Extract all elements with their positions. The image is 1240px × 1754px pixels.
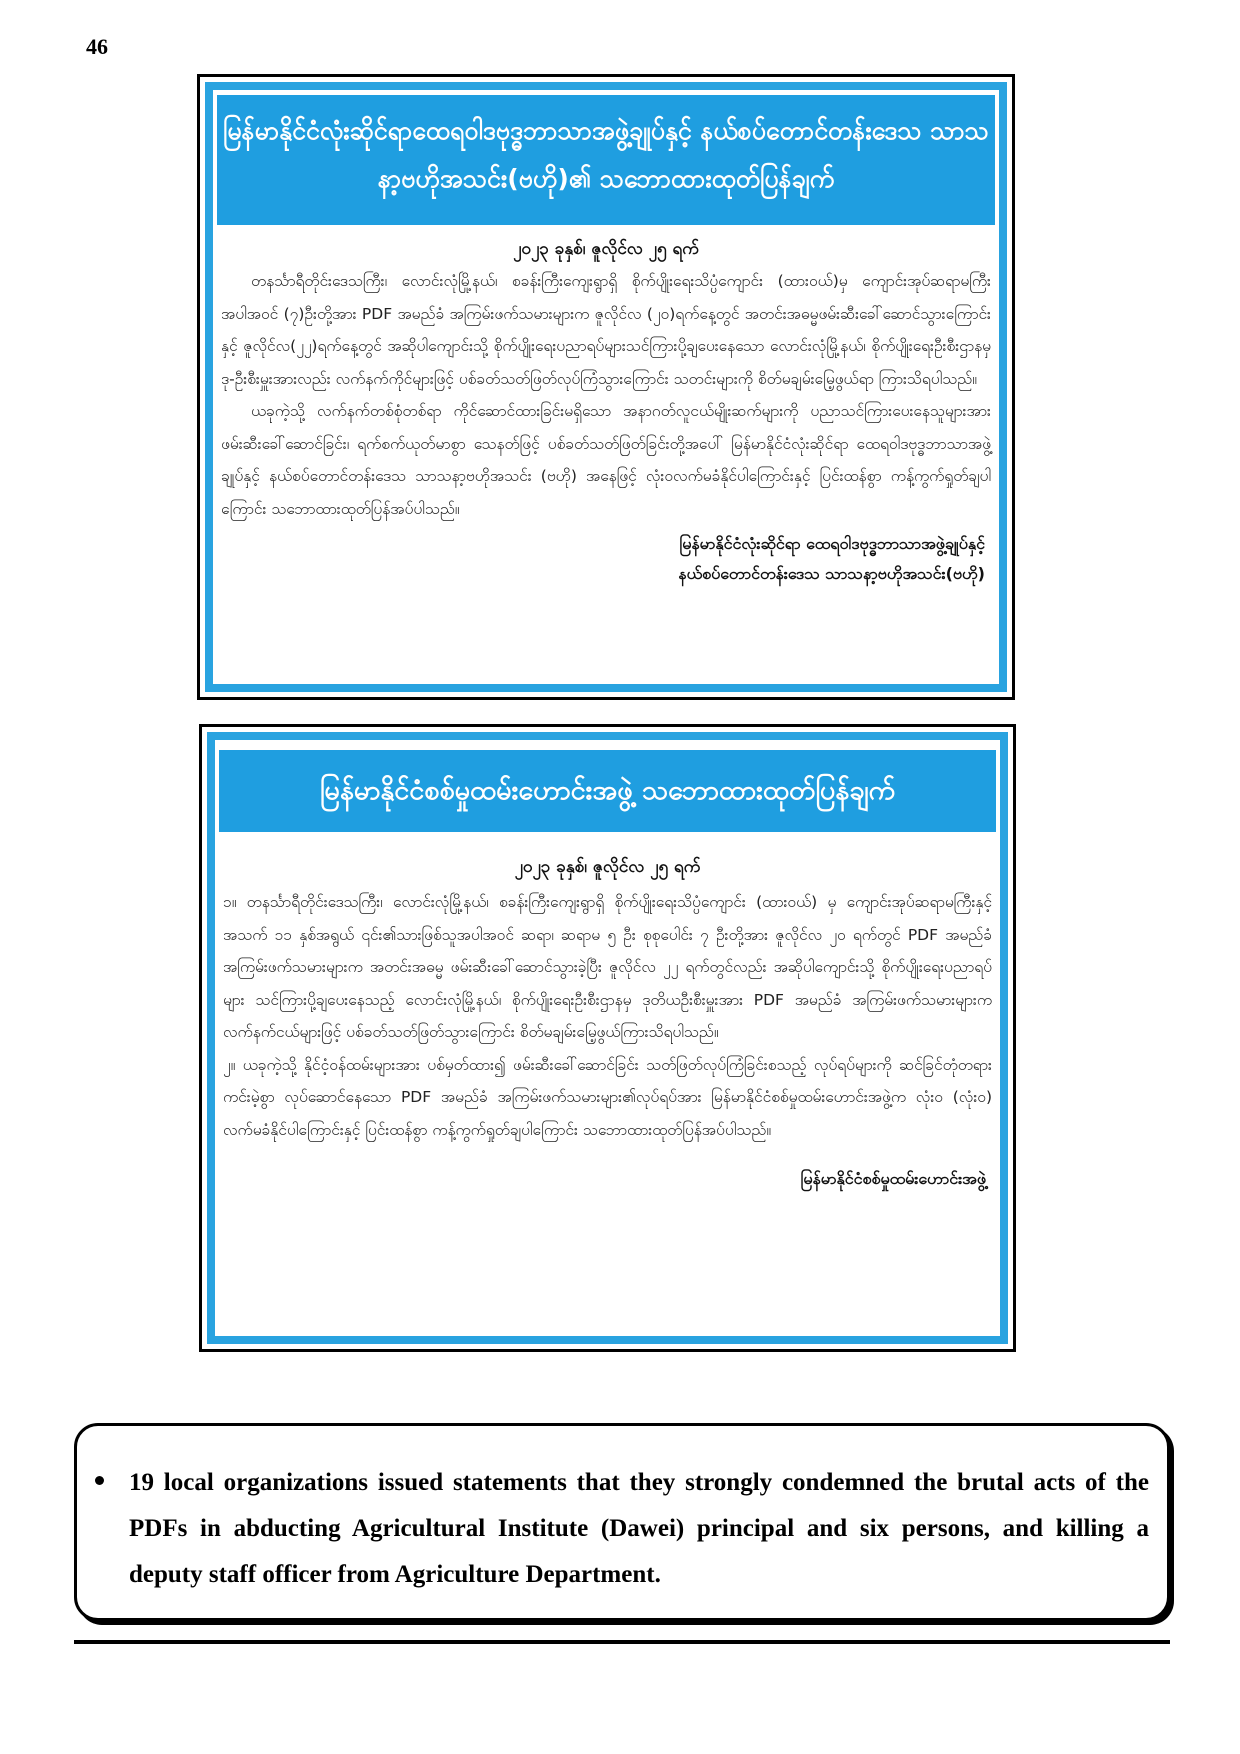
footer-rule: [74, 1640, 1170, 1644]
summary-box: [74, 1423, 1170, 1621]
statement-date: ၂၀၂၃ ခုနှစ်၊ ဇူလိုင်လ ၂၅ ရက်: [513, 239, 699, 259]
statement-clipping-1: [197, 74, 1015, 700]
statement-frame: [207, 732, 1008, 1344]
statement-body: [213, 265, 999, 525]
page-number: 46: [86, 34, 108, 59]
statement-title: မြန်မာနိုင်ငံစစ်မှုထမ်းဟောင်းအဖွဲ့ သဘောထားထုတ်ပြန်ချက်: [219, 750, 996, 832]
statement-signature: [213, 529, 999, 589]
signature-line: နယ်စပ်တောင်တန်းဒေသ သာသနာ့ဗဟိုအသင်း(ဗဟို): [678, 564, 985, 583]
statement-paragraph: ၁။ တနင်္သာရီတိုင်းဒေသကြီး၊ လောင်းလုံမြို့နယ်၊ စခန်းကြီးကျေးရွာရှိ စိုက်ပျိုးရေးသိပ္ပံကျောင်း (ထားဝယ်) မှ ကျောင်းအုပ်ဆရာမကြီးနှင့် အသက် ၁၁ နှစ်အရွယ် ၎င်း၏သားဖြစ်သူအပါအဝင် ဆရာ၊ ဆရာမ ၅ ဦး စုစုပေါင်း ၇ ဦးတို့အား ဇူလိုင်လ ၂၀ ရက်တွင် PDF အမည်ခံ အကြမ်းဖက်သမားများက အတင်းအဓမ္မ ဖမ်းဆီးခေါ်ဆောင်သွားခဲ့ပြီး ဇူလိုင်လ ၂၂ ရက်တွင်လည်း အဆိုပါကျောင်းသို့ စိုက်ပျိုးရေးပညာရပ်များ သင်ကြားပို့ချပေးနေသည့် လောင်းလုံမြို့နယ်၊ စိုက်ပျိုးရေးဦးစီးဌာနမှ ဒုတိယဦးစီးမှူးအား PDF အမည်ခံ အကြမ်းဖက်သမားများက လက်နက်ငယ်များဖြင့် ပစ်ခတ်သတ်ဖြတ်သွားကြောင်း စိတ်မချမ်းမြေ့ဖွယ်ကြားသိရပါသည်။: [223, 893, 992, 1041]
statement-frame: [205, 82, 1007, 692]
statement-paragraph: ယခုကဲ့သို့ လက်နက်တစ်စုံတစ်ရာ ကိုင်ဆောင်ထားခြင်းမရှိသော အနာဂတ်လူငယ်မျိုးဆက်များကို ပညာသင်ကြားပေးနေသူများအား ဖမ်းဆီးခေါ်ဆောင်ခြင်း၊ ရက်စက်ယုတ်မာစွာ သေနတ်ဖြင့် ပစ်ခတ်သတ်ဖြတ်ခြင်းတို့အပေါ် မြန်မာနိုင်ငံလုံးဆိုင်ရာ ထေရဝါဒဗုဒ္ဓဘာသာအဖွဲ့ချုပ်နှင့် နယ်စပ်တောင်တန်းဒေသ သာသနာ့ဗဟိုအသင်း (ဗဟို) အနေဖြင့် လုံးဝလက်မခံနိုင်ပါကြောင်းနှင့် ပြင်းထန်စွာ ကန့်ကွက်ရှုတ်ချပါကြောင်း သဘောထားထုတ်ပြန်အပ်ပါသည်။: [221, 402, 991, 518]
bullet-icon: [95, 1476, 104, 1485]
statement-paragraph: ၂။ ယခုကဲ့သို့ နိုင်ငံ့ဝန်ထမ်းများအား ပစ်မှတ်ထား၍ ဖမ်းဆီးခေါ်ဆောင်ခြင်း သတ်ဖြတ်လုပ်ကြံခြင်းစသည့် လုပ်ရပ်များကို ဆင်ခြင်တုံတရားကင်းမဲ့စွာ လုပ်ဆောင်နေသော PDF အမည်ခံ အကြမ်းဖက်သမားများ၏လုပ်ရပ်အား မြန်မာနိုင်ငံစစ်မှုထမ်းဟောင်းအဖွဲ့က လုံးဝ (လုံးဝ) လက်မခံနိုင်ပါကြောင်းနှင့် ပြင်းထန်စွာ ကန့်ကွက်ရှုတ်ချပါကြောင်း သဘောထားထုတ်ပြန်အပ်ပါသည်။: [223, 1055, 992, 1139]
summary-bullet-text: 19 local organizations issued statements that they strongly condemned the brutal acts of the PDFs in abducting Agricultural Institute (Dawei) principal and six persons, and killing a deputy staff officer from Agriculture Department.: [129, 1469, 1149, 1588]
signature-line: မြန်မာနိုင်ငံလုံးဆိုင်ရာ ထေရဝါဒဗုဒ္ဓဘာသာအဖွဲ့ချုပ်နှင့်: [679, 534, 985, 553]
signature-line: မြန်မာနိုင်ငံစစ်မှုထမ်းဟောင်းအဖွဲ့: [800, 1169, 986, 1188]
statement-paragraph: တနင်္သာရီတိုင်းဒေသကြီး၊ လောင်းလုံမြို့နယ်၊ စခန်းကြီးကျေးရွာရှိ စိုက်ပျိုးရေးသိပ္ပံကျောင်း (ထားဝယ်)မှ ကျောင်းအုပ်ဆရာမကြီးအပါအဝင် (၇)ဦးတို့အား PDF အမည်ခံ အကြမ်းဖက်သမားများက ဇူလိုင်လ (၂၀)ရက်နေ့တွင် အတင်းအဓမ္မဖမ်းဆီးခေါ်ဆောင်သွားကြောင်းနှင့် ဇူလိုင်လ(၂၂)ရက်နေ့တွင် အဆိုပါကျောင်းသို့ စိုက်ပျိုးရေးပညာရပ်များသင်ကြားပို့ချပေးနေသော လောင်းလုံမြို့နယ်၊ စိုက်ပျိုးရေးဦးစီးဌာနမှ ဒု-ဦးစီးမှူးအားလည်း လက်နက်ကိုင်များဖြင့် ပစ်ခတ်သတ်ဖြတ်လုပ်ကြံသွားကြောင်း သတင်းများကို စိတ်မချမ်းမြေ့ဖွယ်ရာ ကြားသိရပါသည်။: [221, 272, 991, 388]
statement-clipping-2: [199, 724, 1016, 1352]
statement-signature: [215, 1164, 1000, 1194]
statement-title: မြန်မာနိုင်ငံလုံးဆိုင်ရာထေရဝါဒဗုဒ္ဓဘာသာအဖွဲ့ချုပ်နှင့် နယ်စပ်တောင်တန်းဒေသ သာသနာ့ဗဟိုအသင်း(ဗဟို)၏ သဘောထားထုတ်ပြန်ချက်: [217, 95, 995, 225]
statement-body: [215, 886, 1000, 1146]
statement-date: ၂၀၂၃ ခုနှစ်၊ ဇူလိုင်လ ၂၅ ရက်: [514, 857, 701, 877]
